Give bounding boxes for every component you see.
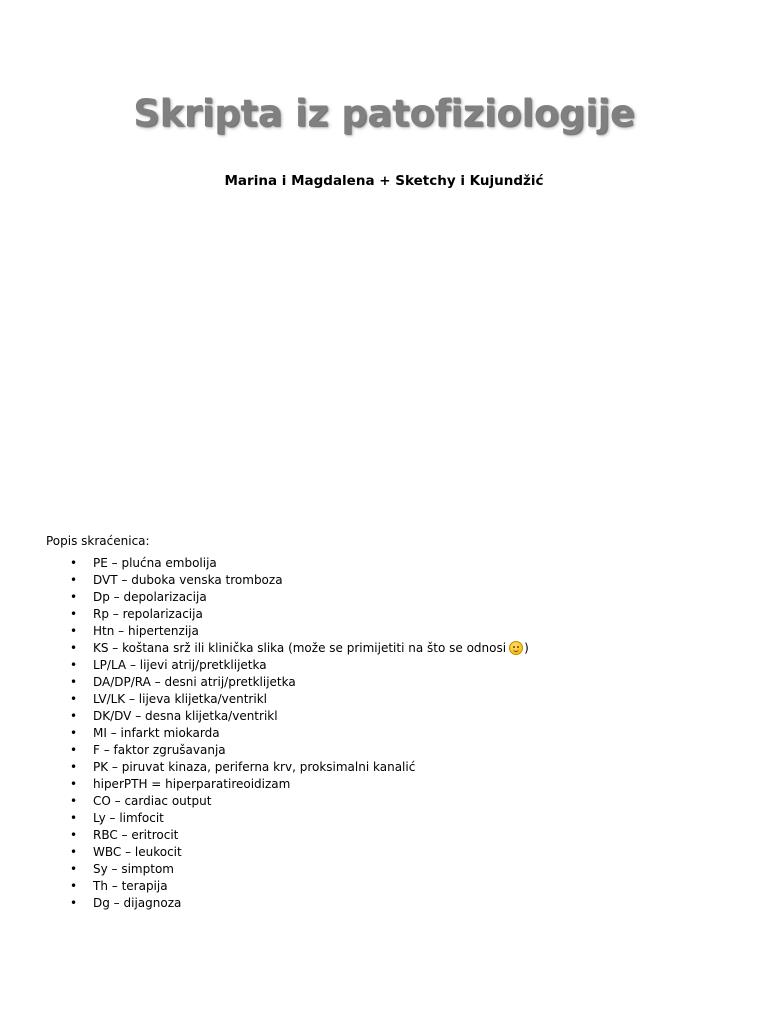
list-item-content — [93, 623, 199, 640]
list-item-text: CO – cardiac output — [93, 794, 212, 808]
list-item-text: Ly – limfocit — [93, 811, 164, 825]
list-item-text: WBC – leukocit — [93, 845, 182, 859]
list-item-text: DA/DP/RA – desni atrij/pretklijetka — [93, 675, 296, 689]
list-item-content — [93, 861, 174, 878]
list-item-text: hiperPTH = hiperparatireoidizam — [93, 777, 291, 791]
document-title: Skripta iz patofiziologije — [133, 92, 635, 135]
bullet-icon: • — [70, 658, 78, 672]
list-item-text: Sy – simptom — [93, 862, 174, 876]
list-item-content — [93, 827, 178, 844]
list-item-content — [93, 589, 207, 606]
bullet-icon: • — [70, 794, 78, 808]
list-item-text: Dg – dijagnoza — [93, 896, 182, 910]
list-item-content — [93, 691, 267, 708]
list-item-content — [93, 640, 529, 657]
bullet-icon: • — [70, 862, 78, 876]
bullet-icon: • — [70, 590, 78, 604]
list-item-content — [93, 776, 290, 793]
bullet-icon: • — [70, 624, 78, 638]
list-item-text: KS – koštana srž ili klinička slika (može se primijetiti na što se odnosi — [93, 641, 507, 655]
list-item-content — [93, 759, 415, 776]
bullet-icon: • — [70, 573, 78, 587]
bullet-icon: • — [70, 811, 78, 825]
list-item-content — [93, 878, 168, 895]
list-item-text: PK – piruvat kinaza, periferna krv, proksimalni kanalić — [93, 760, 416, 774]
list-item-text: LV/LK – lijeva klijetka/ventrikl — [93, 692, 267, 706]
list-item-text: Rp – repolarizacija — [93, 607, 203, 621]
smiling-face-icon — [509, 641, 523, 655]
list-item-content — [93, 793, 211, 810]
list-item-text: DVT – duboka venska tromboza — [93, 573, 283, 587]
list-item-content — [93, 657, 267, 674]
list-item-content — [93, 725, 220, 742]
bullet-icon: • — [70, 845, 78, 859]
bullet-icon: • — [70, 556, 78, 570]
list-item-content — [93, 606, 203, 623]
list-item-content — [93, 674, 296, 691]
list-item-text: PE – plućna embolija — [93, 556, 217, 570]
bullet-icon: • — [70, 879, 78, 893]
list-item-content — [93, 555, 217, 572]
bullet-icon: • — [70, 743, 78, 757]
list-item-content — [93, 810, 164, 827]
list-item-content — [93, 844, 182, 861]
bullet-icon: • — [70, 828, 78, 842]
list-item-text: MI – infarkt miokarda — [93, 726, 220, 740]
document-subtitle: Marina i Magdalena + Sketchy i Kujundžić — [224, 173, 544, 189]
bullet-icon: • — [70, 675, 78, 689]
bullet-icon: • — [70, 760, 78, 774]
bullet-icon: • — [70, 641, 78, 655]
bullet-icon: • — [70, 726, 78, 740]
list-item-text: Dp – depolarizacija — [93, 590, 207, 604]
list-item-text: F – faktor zgrušavanja — [93, 743, 226, 757]
bullet-icon: • — [70, 896, 78, 910]
bullet-icon: • — [70, 607, 78, 621]
list-item-content — [93, 708, 278, 725]
list-item-content — [93, 895, 181, 912]
list-item-text: LP/LA – lijevi atrij/pretklijetka — [93, 658, 267, 672]
bullet-icon: • — [70, 777, 78, 791]
list-item-text: Htn – hipertenzija — [93, 624, 199, 638]
list-item-suffix: ) — [524, 641, 529, 655]
list-item-content — [93, 742, 226, 759]
list-item-text: Th – terapija — [93, 879, 168, 893]
list-item-content — [93, 572, 283, 589]
bullet-icon: • — [70, 709, 78, 723]
list-item-text: DK/DV – desna klijetka/ventrikl — [93, 709, 278, 723]
bullet-icon: • — [70, 692, 78, 706]
list-item-text: RBC – eritrocit — [93, 828, 179, 842]
abbreviations-heading: Popis skraćenica: — [46, 534, 150, 548]
